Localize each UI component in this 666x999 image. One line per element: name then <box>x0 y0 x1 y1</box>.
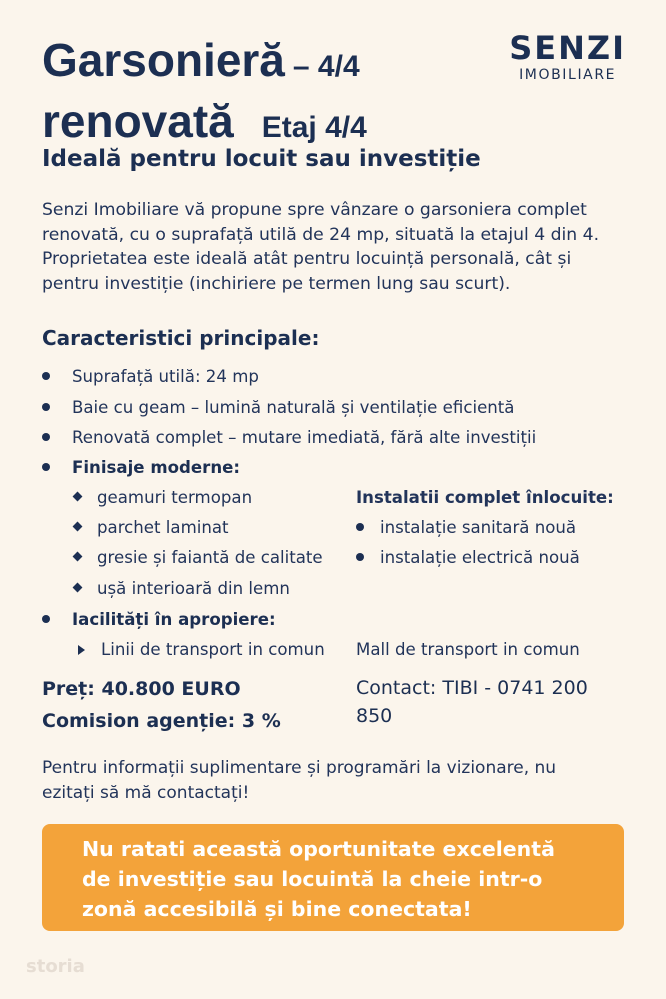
contact-info: Contact: TIBI - 0741 200 850 <box>356 677 588 727</box>
facility-item: Linii de transport in comun <box>78 640 325 659</box>
bullet-icon <box>356 523 364 531</box>
finishes-title: Finisaje moderne: <box>72 458 241 477</box>
bullet-icon <box>42 372 50 380</box>
commission: Comision agenție: 3 % <box>42 710 281 732</box>
installation-item: instalație sanitară nouă <box>356 518 576 537</box>
title-main-2: renovată <box>42 95 234 147</box>
feature-text: Suprafață utilă: 24 mp <box>72 367 259 386</box>
logo-sub-text: IMOBILIARE <box>519 67 617 83</box>
logo-main-text: SENZI <box>509 29 626 67</box>
watermark: storia <box>26 956 85 977</box>
finish-item: gresie și faiantă de calitate <box>74 548 323 567</box>
finish-item: parchet laminat <box>74 518 229 537</box>
arrow-bullet-icon <box>78 645 85 655</box>
call-to-action-banner <box>42 824 624 931</box>
bullet-icon <box>42 615 50 623</box>
footer-text: Pentru informații suplimentare și programări la vizionare, nu ezitați să mă contactați! <box>42 758 557 803</box>
facilities-item <box>42 610 276 629</box>
banner-text: Nu ratati această oportunitate excelentă de investiție sau locuintă la cheie intr-o zonă accesibilă și bine conectata! <box>82 837 555 921</box>
feature-item <box>42 428 536 447</box>
finish-item: geamuri termopan <box>74 488 252 507</box>
diamond-bullet-icon <box>73 522 83 532</box>
feature-item <box>42 367 259 386</box>
diamond-bullet-icon <box>73 552 83 562</box>
subtitle: Ideală pentru locuit sau investiție <box>42 146 481 172</box>
bullet-icon <box>42 403 50 411</box>
facility-item: Mall de transport in comun <box>356 640 580 659</box>
title-line-1 <box>42 34 367 93</box>
price: Preț: 40.800 EURO <box>42 678 241 700</box>
bullet-icon <box>42 463 50 471</box>
page-title <box>42 34 367 154</box>
diamond-bullet-icon <box>73 492 83 502</box>
facilities-title: Iacilități în apropiere: <box>72 610 276 629</box>
installations-title: Instalatii complet înlocuite: <box>356 488 614 507</box>
intro-paragraph: Senzi Imobiliare vă propune spre vânzare o garsoniera complet renovată, cu o suprafață utilă de 24 mp, situată la etajul 4 din 4. Proprietatea este ideală atât pentru locuință personală, cât și pentru investiție (inchiriere pe termen lung sau scurt). <box>42 200 600 294</box>
installation-item: instalație electrică nouă <box>356 548 580 567</box>
feature-text: Renovată complet – mutare imediată, fără alte investiții <box>72 428 537 447</box>
title-floor-label: Etaj 4/4 <box>261 111 367 144</box>
brand-logo <box>509 30 626 84</box>
diamond-bullet-icon <box>73 583 83 593</box>
bullet-icon <box>42 433 50 441</box>
title-main-1: Garsonieră <box>42 34 285 86</box>
title-floor-fraction: – 4/4 <box>292 50 360 83</box>
feature-item <box>42 398 514 417</box>
finish-item: ușă interioară din lemn <box>74 579 290 598</box>
features-title: Caracteristici principale: <box>42 326 320 350</box>
feature-text: Baie cu geam – lumină naturală și ventilație eficientă <box>72 398 515 417</box>
bullet-icon <box>356 553 364 561</box>
feature-item <box>42 458 240 477</box>
